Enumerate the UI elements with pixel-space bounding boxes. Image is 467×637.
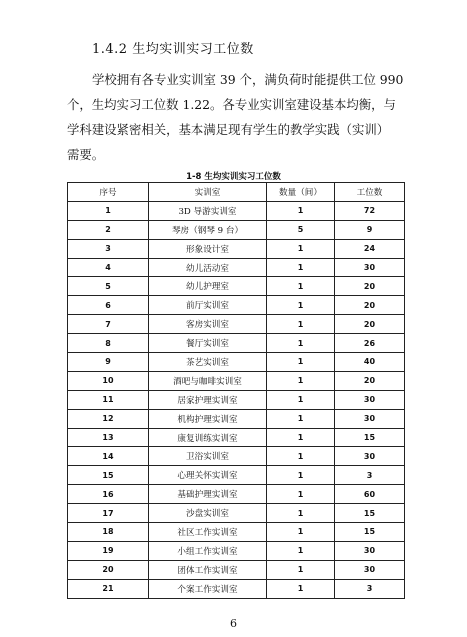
cell-room-name: 琴房（钢琴 9 台） <box>149 220 267 239</box>
table-row <box>68 296 405 315</box>
cell-index: 14 <box>68 447 149 466</box>
cell-index: 19 <box>68 541 149 560</box>
cell-room-name: 前厅实训室 <box>149 296 267 315</box>
table-row <box>68 541 405 560</box>
cell-room-name: 团体工作实训室 <box>149 560 267 579</box>
cell-quantity: 1 <box>267 258 335 277</box>
paragraph-line: 需要。 <box>67 147 105 162</box>
table-row <box>68 371 405 390</box>
table-row <box>68 334 405 353</box>
cell-index: 7 <box>68 315 149 334</box>
table-row <box>68 466 405 485</box>
cell-index: 12 <box>68 409 149 428</box>
table-row <box>68 560 405 579</box>
cell-quantity: 1 <box>267 428 335 447</box>
cell-quantity: 1 <box>267 390 335 409</box>
cell-workstations: 15 <box>335 523 405 542</box>
page-number: 6 <box>230 617 237 630</box>
cell-index: 2 <box>68 220 149 239</box>
cell-quantity: 5 <box>267 220 335 239</box>
cell-index: 9 <box>68 353 149 372</box>
cell-workstations: 30 <box>335 409 405 428</box>
cell-room-name: 小组工作实训室 <box>149 541 267 560</box>
column-header-room: 实训室 <box>149 183 267 202</box>
cell-workstations: 15 <box>335 428 405 447</box>
table-row <box>68 579 405 598</box>
cell-workstations: 30 <box>335 560 405 579</box>
cell-index: 5 <box>68 277 149 296</box>
cell-quantity: 1 <box>267 504 335 523</box>
cell-room-name: 沙盘实训室 <box>149 504 267 523</box>
table-row <box>68 239 405 258</box>
cell-quantity: 1 <box>267 541 335 560</box>
cell-room-name: 机构护理实训室 <box>149 409 267 428</box>
cell-quantity: 1 <box>267 371 335 390</box>
table-row <box>68 447 405 466</box>
table-caption: 1-8 生均实训实习工位数 <box>186 172 281 182</box>
workstation-table <box>67 182 405 599</box>
table-row <box>68 258 405 277</box>
cell-room-name: 幼儿护理室 <box>149 277 267 296</box>
cell-room-name: 基础护理实训室 <box>149 485 267 504</box>
column-header-workstations: 工位数 <box>335 183 405 202</box>
cell-workstations: 26 <box>335 334 405 353</box>
cell-room-name: 卫浴实训室 <box>149 447 267 466</box>
cell-index: 11 <box>68 390 149 409</box>
column-header-quantity: 数量（间） <box>267 183 335 202</box>
cell-room-name: 居家护理实训室 <box>149 390 267 409</box>
cell-index: 6 <box>68 296 149 315</box>
cell-workstations: 72 <box>335 201 405 220</box>
cell-quantity: 1 <box>267 296 335 315</box>
cell-quantity: 1 <box>267 315 335 334</box>
cell-quantity: 1 <box>267 409 335 428</box>
cell-index: 13 <box>68 428 149 447</box>
cell-room-name: 社区工作实训室 <box>149 523 267 542</box>
cell-workstations: 24 <box>335 239 405 258</box>
cell-workstations: 20 <box>335 315 405 334</box>
cell-workstations: 9 <box>335 220 405 239</box>
cell-quantity: 1 <box>267 560 335 579</box>
cell-room-name: 3D 导游实训室 <box>149 201 267 220</box>
table-row <box>68 353 405 372</box>
cell-index: 18 <box>68 523 149 542</box>
cell-quantity: 1 <box>267 334 335 353</box>
table-row <box>68 409 405 428</box>
table-row <box>68 315 405 334</box>
cell-workstations: 20 <box>335 296 405 315</box>
cell-workstations: 30 <box>335 258 405 277</box>
table-row <box>68 523 405 542</box>
paragraph-line: 个，生均实习工位数 1.22。各专业实训室建设基本均衡，与 <box>67 97 396 112</box>
table-row <box>68 220 405 239</box>
table-row <box>68 277 405 296</box>
cell-quantity: 1 <box>267 201 335 220</box>
cell-room-name: 酒吧与咖啡实训室 <box>149 371 267 390</box>
cell-index: 1 <box>68 201 149 220</box>
cell-workstations: 15 <box>335 504 405 523</box>
cell-index: 21 <box>68 579 149 598</box>
cell-workstations: 60 <box>335 485 405 504</box>
cell-room-name: 个案工作实训室 <box>149 579 267 598</box>
cell-workstations: 20 <box>335 277 405 296</box>
table-row <box>68 485 405 504</box>
table-body <box>68 201 405 598</box>
cell-workstations: 30 <box>335 541 405 560</box>
cell-workstations: 40 <box>335 353 405 372</box>
cell-quantity: 1 <box>267 353 335 372</box>
cell-room-name: 心理关怀实训室 <box>149 466 267 485</box>
table-row <box>68 201 405 220</box>
cell-workstations: 30 <box>335 447 405 466</box>
cell-quantity: 1 <box>267 277 335 296</box>
cell-index: 20 <box>68 560 149 579</box>
cell-workstations: 30 <box>335 390 405 409</box>
cell-index: 8 <box>68 334 149 353</box>
cell-index: 3 <box>68 239 149 258</box>
section-heading: 1.4.2 生均实训实习工位数 <box>92 42 254 57</box>
cell-room-name: 茶艺实训室 <box>149 353 267 372</box>
cell-index: 16 <box>68 485 149 504</box>
paragraph-line: 学校拥有各专业实训室 39 个，满负荷时能提供工位 990 <box>92 72 404 87</box>
table-header-row <box>68 183 405 202</box>
table-row <box>68 504 405 523</box>
table-row <box>68 428 405 447</box>
table-row <box>68 390 405 409</box>
cell-workstations: 3 <box>335 579 405 598</box>
cell-index: 10 <box>68 371 149 390</box>
cell-workstations: 20 <box>335 371 405 390</box>
paragraph-line: 学科建设紧密相关，基本满足现有学生的教学实践（实训） <box>67 122 390 137</box>
cell-room-name: 餐厅实训室 <box>149 334 267 353</box>
cell-room-name: 客房实训室 <box>149 315 267 334</box>
cell-workstations: 3 <box>335 466 405 485</box>
cell-quantity: 1 <box>267 485 335 504</box>
cell-room-name: 幼儿活动室 <box>149 258 267 277</box>
cell-index: 4 <box>68 258 149 277</box>
cell-room-name: 形象设计室 <box>149 239 267 258</box>
column-header-index: 序号 <box>68 183 149 202</box>
cell-quantity: 1 <box>267 579 335 598</box>
cell-quantity: 1 <box>267 466 335 485</box>
cell-index: 15 <box>68 466 149 485</box>
cell-quantity: 1 <box>267 239 335 258</box>
cell-quantity: 1 <box>267 447 335 466</box>
cell-index: 17 <box>68 504 149 523</box>
cell-room-name: 康复训练实训室 <box>149 428 267 447</box>
cell-quantity: 1 <box>267 523 335 542</box>
